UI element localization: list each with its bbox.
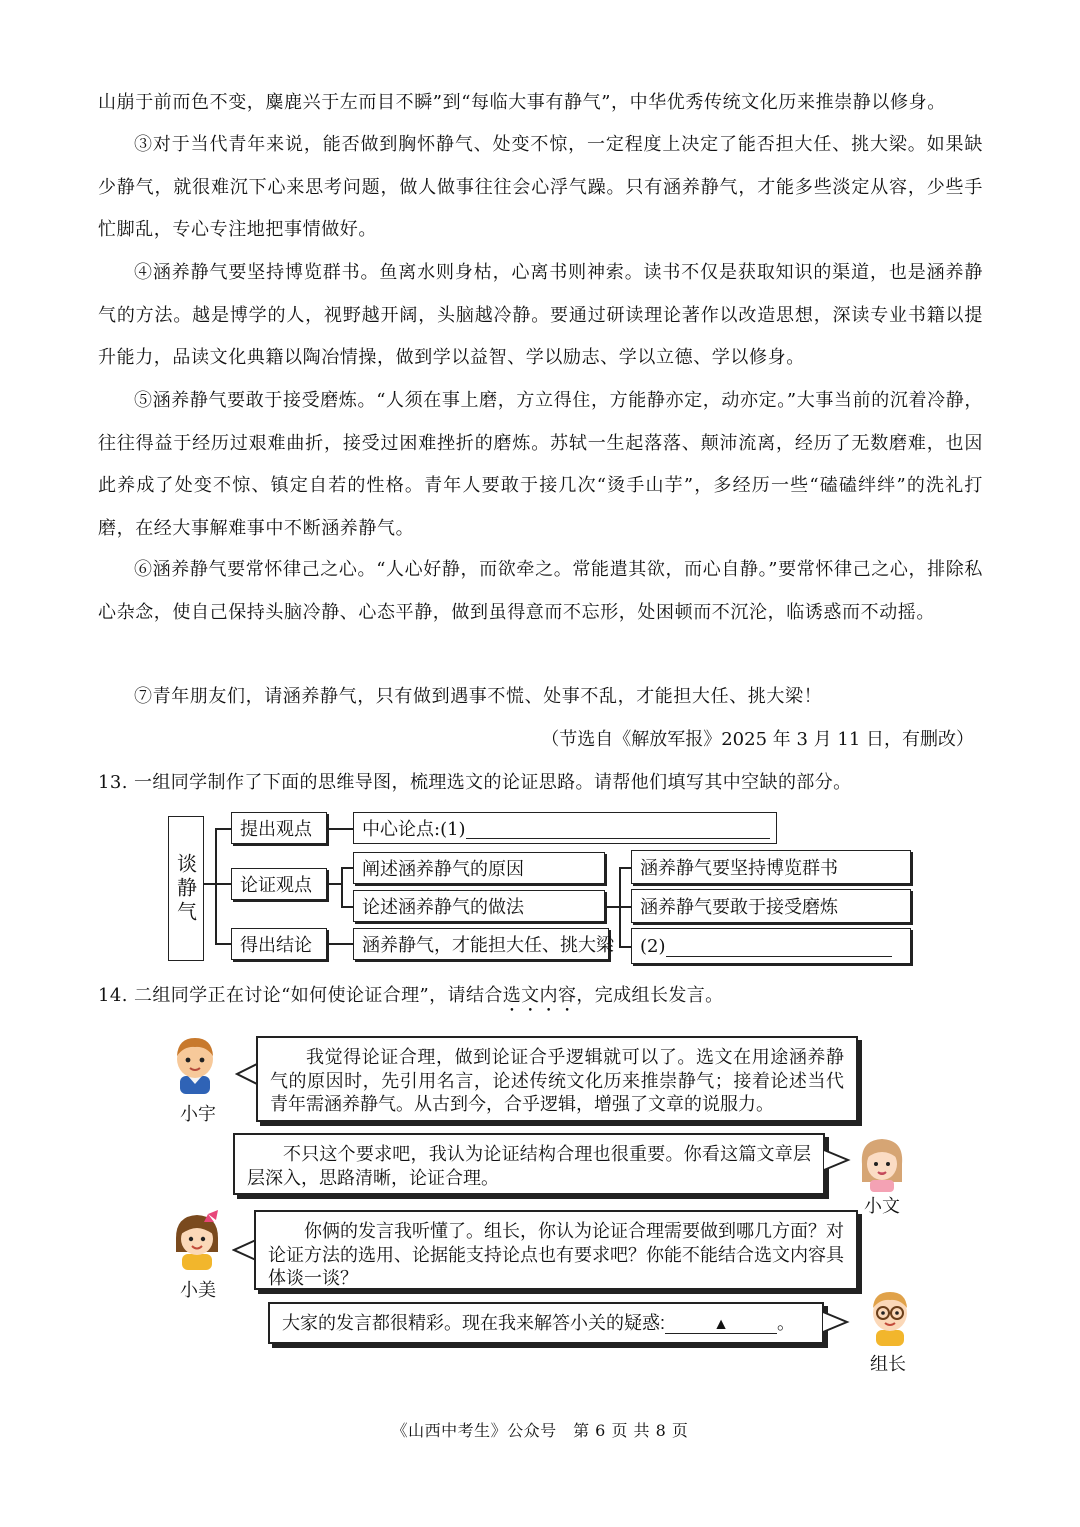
answer-blank-leader[interactable] <box>665 1313 777 1334</box>
question-14-part-a: 14. 二组同学正在讨论“如何使论证合理”，请结合 <box>98 985 503 1006</box>
xiaowen-bubble <box>233 1133 825 1195</box>
question-14 <box>98 983 724 1016</box>
question-14-part-c: ，完成组长发言。 <box>576 985 724 1006</box>
answer-blank-2[interactable] <box>666 936 892 957</box>
answer-blank-1[interactable] <box>466 818 770 839</box>
xiaomei-name: 小美 <box>180 1280 216 1300</box>
passage-paragraph-continued: 山崩于前而色不变，麋鹿兴于左而目不瞬”到“每临大事有静气”，中华优秀传统文化历来推崇静以修身。 <box>98 92 946 113</box>
page-footer: 《山西中考生》公众号 第 6 页 共 8 页 <box>391 1421 689 1440</box>
xiaowen-name: 小文 <box>864 1196 900 1216</box>
blank-2-label: (2) <box>640 935 666 957</box>
node-argue-view: 论证观点 <box>231 868 327 900</box>
connector <box>619 906 631 908</box>
leader-speech: 大家的发言都很精彩。现在我来解答小关的疑惑: <box>282 1313 665 1333</box>
girl-avatar-icon <box>856 1134 908 1192</box>
connector <box>215 828 231 830</box>
central-thesis-label: 中心论点:(1) <box>362 819 466 840</box>
xiaomei-speech: 你俩的发言我听懂了。组长，你认为论证合理需要做到哪几方面？对论证方法的选用、论据能支持论点也有要求吧？你能不能结合选文内容具体谈一谈？ <box>268 1221 844 1288</box>
connector <box>329 883 341 885</box>
xiaoyu-name: 小宇 <box>180 1104 216 1124</box>
node-tempering: 涵养静气要敢于接受磨炼 <box>631 889 911 923</box>
node-conclusion-text: 涵养静气，才能担大任、挑大梁 <box>353 928 609 960</box>
boy-with-glasses-avatar-icon <box>864 1286 916 1346</box>
connector <box>341 867 343 907</box>
connector <box>341 906 353 908</box>
xiaomei-bubble <box>254 1210 858 1290</box>
question-13: 13. 一组同学制作了下面的思维导图，梳理选文的论证思路。请帮他们填写其中空缺的部分。 <box>98 772 852 793</box>
connector <box>329 828 353 830</box>
question-14-emphasis: 选文内容 <box>502 985 577 1006</box>
node-reason: 阐述涵养静气的原因 <box>353 852 605 884</box>
triangle-marker-icon: ▲ <box>713 1316 729 1333</box>
passage-paragraph-3: ③对于当代青年来说，能否做到胸怀静气、处变不惊，一定程度上决定了能否担大任、挑大梁。如果缺少静气，就很难沉下心来思考问题，做人做事往往会心浮气躁。只有涵养静气，才能多些淡定从容，少些手忙脚乱，专心专注地把事情做好。 <box>98 134 983 240</box>
node-conclusion: 得出结论 <box>231 928 327 960</box>
passage-paragraph-5: ⑤涵养静气要敢于接受磨炼。“人须在事上磨，方立得住，方能静亦定，动亦定。”大事当前的沉着冷静，往往得益于经历过艰难曲折，接受过困难挫折的磨炼。苏轼一生起落落、颠沛流离，经历了无数磨难，也因此养成了处变不惊、镇定自若的性格。青年人要敢于接几次“烫手山芋”，多经历一些“磕磕绊绊”的洗礼打磨，在经大事解难事中不断涵养静气。 <box>98 390 983 539</box>
connector <box>215 943 231 945</box>
girl-with-bow-avatar-icon <box>170 1208 224 1270</box>
xiaoyu-speech: 我觉得论证合理，做到论证合乎逻辑就可以了。选文在用途涵养静气的原因时，先引用名言，论述传统文化历来推崇静气；接着论述当代青年需涵养静气。从古到今，合乎逻辑，增强了文章的说服力。 <box>270 1047 844 1114</box>
leader-bubble <box>268 1302 824 1344</box>
boy-avatar-icon <box>170 1032 220 1094</box>
connector <box>341 867 353 869</box>
node-blank-2 <box>631 928 911 964</box>
node-central-thesis <box>353 812 777 844</box>
leader-name: 组长 <box>870 1354 906 1374</box>
passage-paragraph-7: ⑦青年朋友们，请涵养静气，只有做到遇事不慌、处事不乱，才能担大任、挑大梁！ <box>134 686 823 707</box>
node-method: 论述涵养静气的做法 <box>353 890 605 922</box>
connector <box>619 867 631 869</box>
node-read-books: 涵养静气要坚持博览群书 <box>631 850 911 884</box>
passage-paragraph-4: ④涵养静气要坚持博览群书。鱼离水则身枯，心离书则神索。读书不仅是获取知识的渠道，也是涵养静气的方法。越是博学的人，视野越开阔，头脑越冷静。要通过研读理论著作以改造思想，深读专业书籍以提升能力，品读文化典籍以陶冶情操，做到学以益智、学以励志、学以立德、学以修身。 <box>98 262 983 368</box>
connector <box>215 828 217 944</box>
connector <box>607 906 619 908</box>
connector <box>329 943 353 945</box>
connector <box>215 883 231 885</box>
passage-source: （节选自《解放军报》2025 年 3 月 11 日，有删改） <box>541 729 974 750</box>
connector <box>619 946 631 948</box>
leader-speech-end: 。 <box>777 1313 795 1333</box>
passage-paragraph-6: ⑥涵养静气要常怀律己之心。“人心好静，而欲牵之。常能遣其欲，而心自静。”要常怀律己之心，排除私心杂念，使自己保持头脑冷静、心态平静，做到虽得意而不忘形，处困顿而不沉沦，临诱惑而不动摇。 <box>98 559 983 623</box>
node-propose-view: 提出观点 <box>231 812 327 844</box>
bubble-tail <box>819 1308 851 1338</box>
xiaowen-speech: 不只这个要求吧，我认为论证结构合理也很重要。你看这篇文章层层深入，思路清晰，论证合理。 <box>247 1144 811 1188</box>
bubble-tail <box>820 1146 852 1176</box>
xiaoyu-bubble <box>256 1036 858 1122</box>
mind-map-title: 谈静气 <box>168 816 204 961</box>
